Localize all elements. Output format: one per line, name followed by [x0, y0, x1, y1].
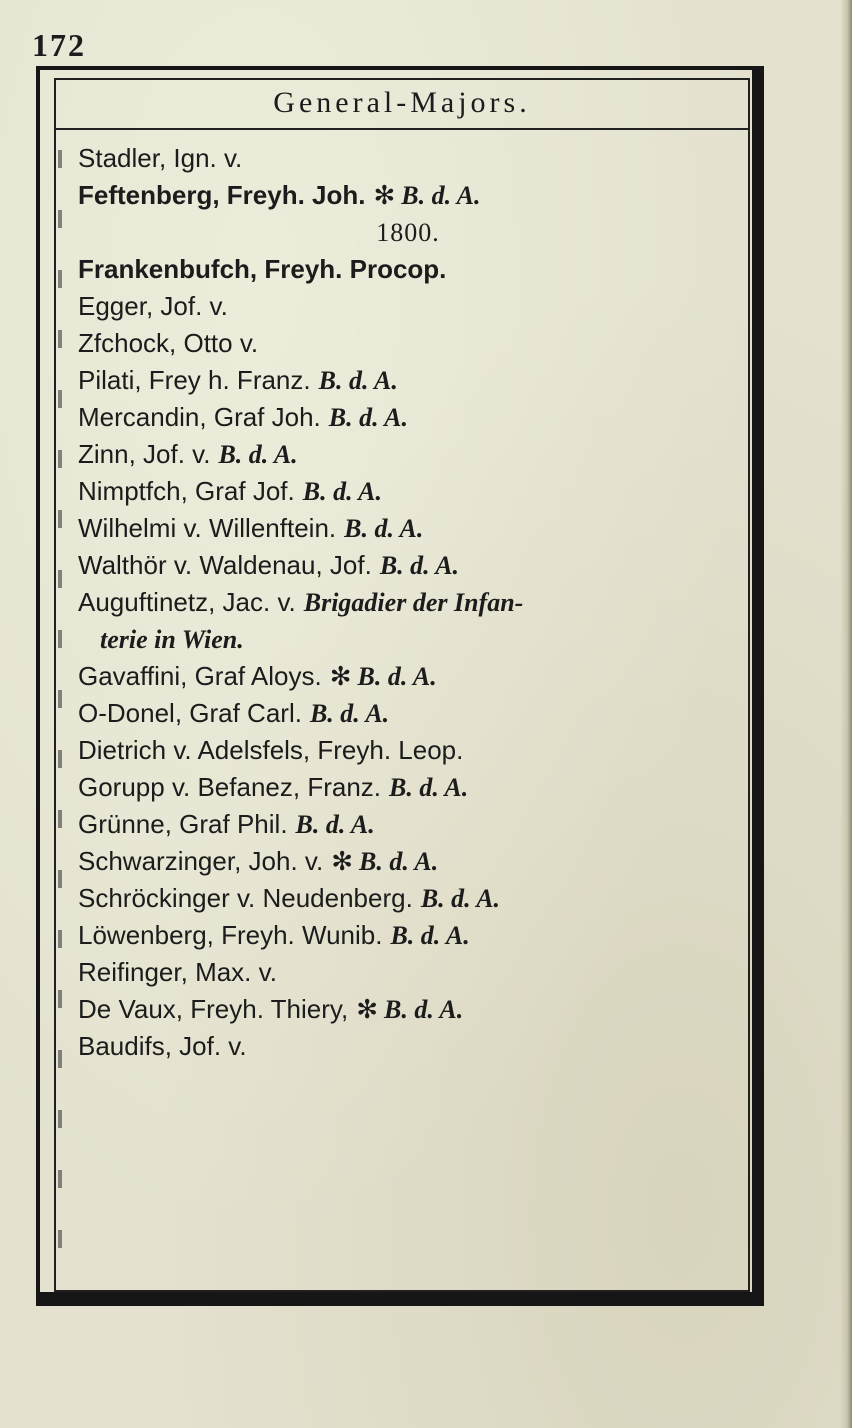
frame-right-border	[752, 66, 764, 1306]
list-item	[78, 769, 738, 806]
list-item	[78, 325, 738, 362]
officer-name: Gorupp v. Befanez, Franz.	[78, 772, 381, 802]
rank-suffix: B. d. A.	[218, 440, 298, 469]
order-star-icon: ✻	[329, 661, 352, 691]
list-item	[78, 436, 738, 473]
officer-name: Walthör v. Waldenau, Jof.	[78, 550, 372, 580]
page-number: 172	[32, 27, 86, 63]
list-item	[78, 399, 738, 436]
order-star-icon: ✻	[373, 180, 396, 210]
officer-name: Wilhelmi v. Willenftein.	[78, 513, 337, 543]
rank-suffix: B. d. A.	[295, 810, 375, 839]
rank-suffix: B. d. A.	[344, 514, 424, 543]
frame-bottom-border	[36, 1292, 764, 1306]
officer-name: Nimptfch, Graf Jof.	[78, 476, 295, 506]
officer-name: Schwarzinger, Joh. v.	[78, 846, 324, 876]
officer-name: Dietrich v. Adelsfels, Freyh. Leop.	[78, 735, 464, 765]
officer-name: Schröckinger v. Neudenberg.	[78, 883, 413, 913]
rank-suffix: B. d. A.	[357, 662, 437, 691]
officer-name: Zfchock, Otto v.	[78, 328, 259, 358]
list-item	[78, 917, 738, 954]
list-item	[78, 732, 738, 769]
officer-name: O-Donel, Graf Carl.	[78, 698, 302, 728]
officer-name: Gavaffini, Graf Aloys.	[78, 661, 322, 691]
rank-suffix: B. d. A.	[358, 847, 439, 876]
list-item	[78, 547, 738, 584]
officer-name: Zinn, Jof. v.	[78, 439, 211, 469]
list-item	[78, 177, 738, 214]
officer-name: Egger, Jof. v.	[78, 291, 228, 321]
order-star-icon: ✻	[356, 994, 379, 1024]
section-heading: General-Majors.	[273, 86, 531, 119]
rank-suffix: Brigadier der Infan-	[303, 588, 524, 617]
rank-suffix: B. d. A.	[420, 884, 501, 913]
officer-name: Stadler, Ign. v.	[78, 143, 243, 173]
list-item	[78, 473, 738, 510]
officer-name: Auguftinetz, Jac. v.	[78, 587, 296, 617]
rank-suffix: B. d. A.	[389, 773, 469, 802]
officer-name: Baudifs, Jof. v.	[78, 1031, 247, 1061]
list-item	[78, 1028, 738, 1065]
rank-suffix: terie in Wien.	[100, 625, 244, 654]
officer-name: Mercandin, Graf Joh.	[78, 402, 321, 432]
list-item	[78, 806, 738, 843]
officer-name: Frankenbufch, Freyh. Procop.	[78, 254, 447, 284]
officer-name: De Vaux, Freyh. Thiery,	[78, 994, 349, 1024]
list-item	[78, 584, 738, 621]
officer-name: Löwenberg, Freyh. Wunib.	[78, 920, 383, 950]
frame-left-marks	[58, 150, 62, 1280]
list-item	[78, 880, 738, 917]
officer-name: Grünne, Graf Phil.	[78, 809, 288, 839]
order-star-icon: ✻	[331, 846, 353, 876]
list-item	[78, 843, 738, 880]
list-item	[78, 140, 738, 177]
officer-name: Feftenberg, Freyh. Joh.	[78, 180, 366, 210]
list-item	[78, 251, 738, 288]
rank-suffix: B. d. A.	[309, 699, 390, 728]
heading-rule	[56, 128, 748, 130]
list-item	[78, 954, 738, 991]
rank-suffix: B. d. A.	[401, 181, 481, 210]
rank-suffix: B. d. A.	[384, 995, 464, 1024]
officer-name: Reifinger, Max. v.	[78, 957, 277, 987]
page-edge-shadow	[840, 0, 852, 1428]
officer-list	[78, 140, 738, 1065]
rank-suffix: B. d. A.	[302, 477, 382, 506]
year-heading	[78, 214, 738, 251]
list-item	[78, 658, 738, 695]
rank-suffix: B. d. A.	[390, 921, 470, 950]
list-item	[78, 621, 738, 658]
rank-suffix: B. d. A.	[379, 551, 460, 580]
list-item	[78, 288, 738, 325]
rank-suffix: B. d. A.	[328, 403, 408, 432]
rank-suffix: B. d. A.	[318, 366, 398, 395]
officer-name: Pilati, Frey h. Franz.	[78, 365, 311, 395]
year-text: 1800.	[376, 218, 440, 247]
list-item	[78, 362, 738, 399]
list-item	[78, 510, 738, 547]
list-item	[78, 991, 738, 1028]
list-item	[78, 695, 738, 732]
